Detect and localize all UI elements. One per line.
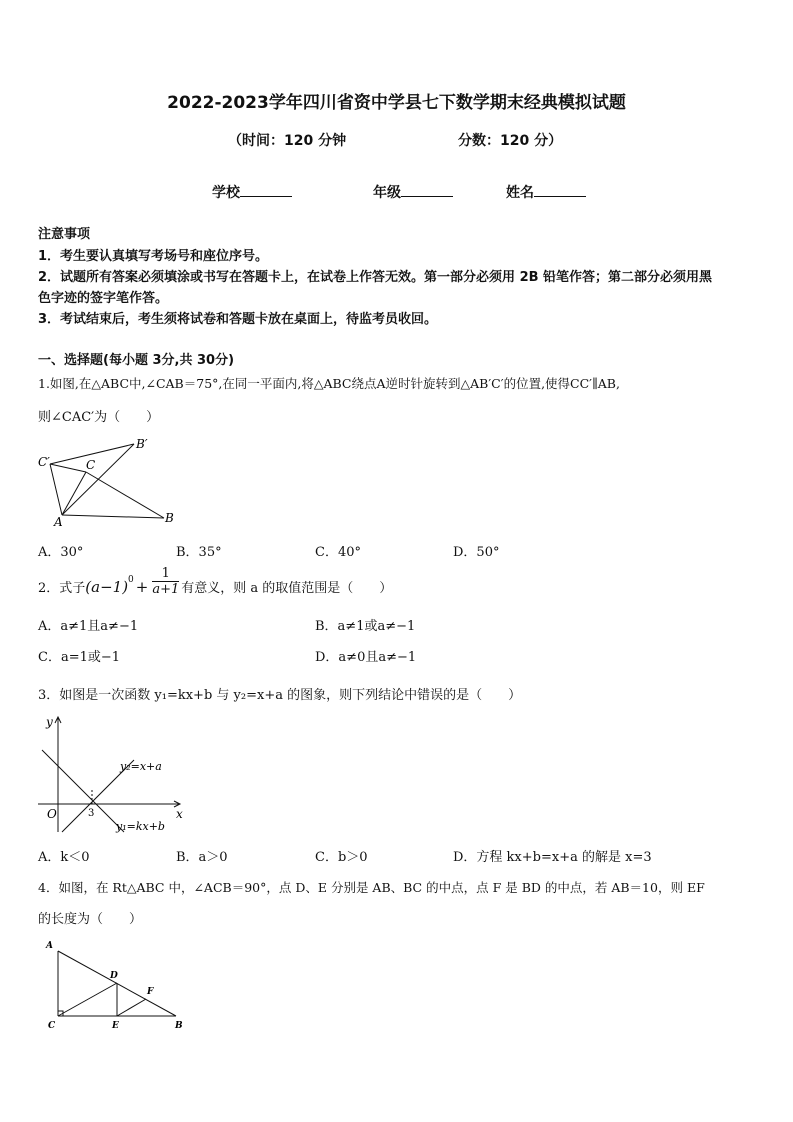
q2-frac-den: a+1 bbox=[152, 582, 180, 597]
school-label: 学校 bbox=[212, 185, 240, 201]
q1-label-c: C bbox=[86, 458, 96, 472]
notice-item-3: 3．考试结束后，考生须将试卷和答题卡放在桌面上，待监考员收回。 bbox=[38, 312, 438, 327]
q1-option-a[interactable]: A．30° bbox=[38, 545, 84, 560]
q4-label-f: F bbox=[147, 987, 154, 997]
q1-option-d[interactable]: D．50° bbox=[453, 545, 500, 560]
q3-figure bbox=[34, 712, 194, 838]
grade-label: 年级 bbox=[373, 185, 401, 201]
q4-label-c: C bbox=[48, 1021, 56, 1031]
school-blank[interactable] bbox=[240, 183, 292, 197]
q1-figure bbox=[34, 432, 184, 528]
q1-label-b: B bbox=[165, 511, 174, 525]
q2-option-a[interactable]: A．a≠1且a≠−1 bbox=[38, 619, 139, 634]
grade-blank[interactable] bbox=[401, 183, 453, 197]
q3-label-y2: y₂=x+a bbox=[120, 760, 162, 773]
q2-fraction bbox=[152, 566, 179, 597]
q1-label-b-prime: B′ bbox=[136, 437, 148, 451]
q2-option-b[interactable]: B．a≠1或a≠−1 bbox=[315, 619, 416, 634]
q4-label-d: D bbox=[110, 971, 118, 981]
grade-field bbox=[373, 182, 453, 202]
q2-expr-base: (a−1) bbox=[85, 578, 129, 596]
q1-label-a: A bbox=[54, 515, 63, 528]
section-heading: 一、选择题(每小题 3分,共 30分) bbox=[38, 353, 235, 368]
q3-label-origin: O bbox=[47, 807, 57, 821]
q4-figure bbox=[40, 938, 190, 1032]
q4-label-e: E bbox=[112, 1021, 119, 1031]
q3-option-c[interactable]: C．b＞0 bbox=[315, 850, 368, 865]
q3-label-y-axis: y bbox=[46, 715, 53, 729]
exam-score: 分数：120 分） bbox=[458, 133, 563, 149]
q4-label-b: B bbox=[175, 1021, 183, 1031]
q1-option-b[interactable]: B．35° bbox=[176, 545, 222, 560]
school-field bbox=[212, 182, 292, 202]
q2-plus: + bbox=[135, 578, 149, 596]
name-blank[interactable] bbox=[534, 183, 586, 197]
q3-option-d[interactable]: D．方程 kx+b=x+a 的解是 x=3 bbox=[453, 850, 652, 865]
q3-text: 3．如图是一次函数 y₁=kx+b 与 y₂=x+a 的图象，则下列结论中错误的是（ ） bbox=[38, 688, 522, 703]
name-field bbox=[506, 182, 586, 202]
q3-option-a[interactable]: A．k＜0 bbox=[38, 850, 90, 865]
q3-label-three: 3 bbox=[88, 808, 95, 819]
q3-option-b[interactable]: B．a＞0 bbox=[176, 850, 228, 865]
exam-time: （时间：120 分钟 bbox=[228, 133, 347, 149]
q2-option-c[interactable]: C．a=1或−1 bbox=[38, 650, 121, 665]
notice-item-2b: 色字迹的签字笔作答。 bbox=[38, 291, 169, 306]
q1-option-c[interactable]: C．40° bbox=[315, 545, 361, 560]
q2-frac-num: 1 bbox=[152, 566, 179, 582]
q1-label-c-prime: C′ bbox=[38, 455, 50, 469]
notice-item-1: 1．考生要认真填写考场号和座位序号。 bbox=[38, 249, 269, 264]
q1-text-line2: 则∠CAC′为（ ） bbox=[38, 410, 160, 425]
q3-label-y1: y₁=kx+b bbox=[116, 820, 165, 833]
notice-item-2a: 2．试题所有答案必须填涂或书写在答题卡上，在试卷上作答无效。第一部分必须用 2B 铅笔作答；第二部分必须用黑 bbox=[38, 270, 713, 285]
q2-option-d[interactable]: D．a≠0且a≠−1 bbox=[315, 650, 417, 665]
q4-label-a: A bbox=[46, 941, 53, 951]
q1-text-line1: 1.如图,在△ABC中,∠CAB＝75°,在同一平面内,将△ABC绕点A逆时针旋转到△AB′C′的位置,使得CC′∥AB, bbox=[38, 376, 620, 391]
q2-expr-exp: 0 bbox=[128, 574, 134, 585]
name-label: 姓名 bbox=[506, 185, 534, 201]
notice-heading: 注意事项 bbox=[38, 227, 91, 242]
q2-prefix: 2．式子 bbox=[38, 581, 86, 596]
q2-suffix: 有意义，则 a 的取值范围是（ ） bbox=[181, 581, 393, 596]
page-title: 2022-2023学年四川省资中学县七下数学期末经典模拟试题 bbox=[167, 93, 626, 113]
q4-text-line1: 4．如图，在 Rt△ABC 中，∠ACB＝90°，点 D、E 分别是 AB、BC 的中点，点 F 是 BD 的中点，若 AB＝10，则 EF bbox=[38, 880, 705, 895]
q3-label-x-axis: x bbox=[176, 807, 183, 821]
q2-text bbox=[38, 566, 392, 606]
q4-text-line2: 的长度为（ ） bbox=[38, 912, 143, 927]
